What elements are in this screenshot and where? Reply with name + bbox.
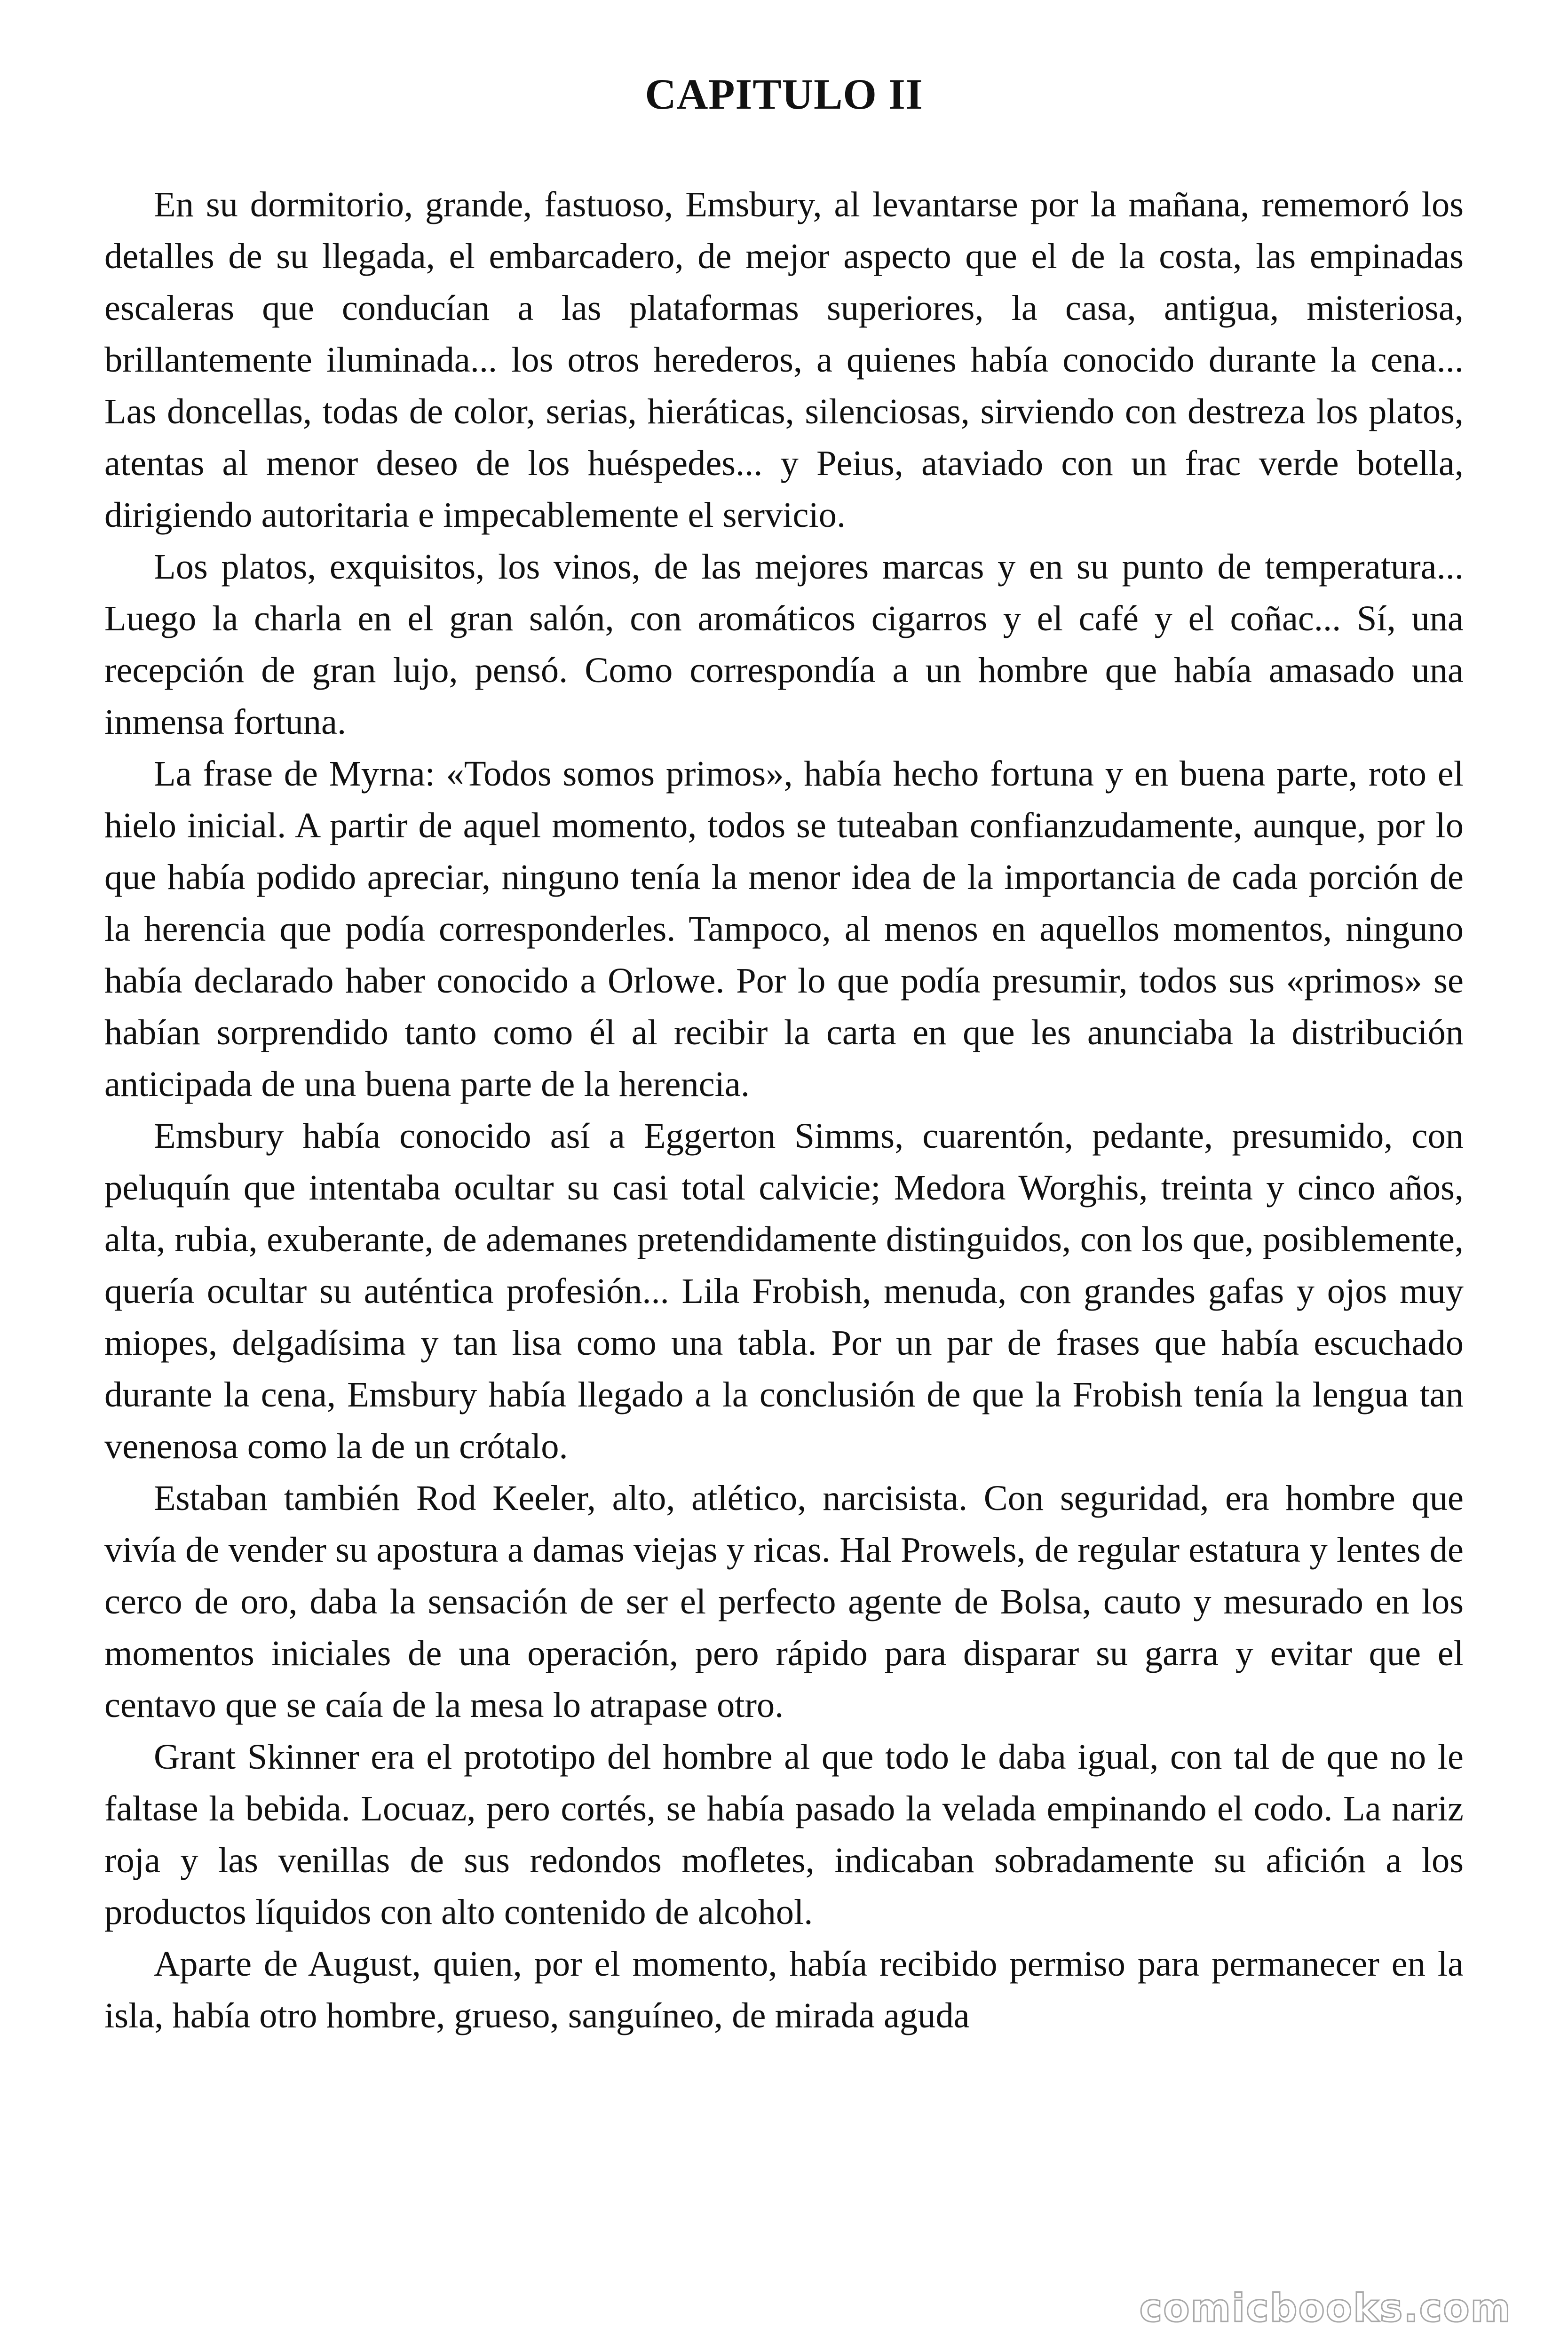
paragraph: Estaban también Rod Keeler, alto, atlético, narcisista. Con seguridad, era hombre que vivía de vender su apostura a damas viejas y ricas. Hal Prowels, de regular estatura y lentes de cerco de oro, daba la sensación de ser el perfecto agente de Bolsa, cauto y mesurado en los momentos iniciales de una operación, pero rápido para disparar su garra y evitar que el centavo que se caía de la mesa lo atrapase otro.: [104, 1478, 1464, 1725]
paragraph: Aparte de August, quien, por el momento, había recibido permiso para permanecer en la isla, había otro hombre, grueso, sanguíneo, de mirada aguda: [104, 1944, 1464, 2035]
paragraph: Emsbury había conocido así a Eggerton Simms, cuarentón, pedante, presumido, con peluquín que intentaba ocultar su casi total calvicie; Medora Worghis, treinta y cinco años, alta, rubia, exuberante, de ademanes pretendidamente distinguidos, con los que, posiblemente, quería ocultar su auténtica profesión... Lila Frobish, menuda, con grandes gafas y ojos muy miopes, delgadísima y tan lisa como una tabla. Por un par de frases que había escuchado durante la cena, Emsbury había llegado a la conclusión de que la Frobish tenía la lengua tan venenosa como la de un crótalo.: [104, 1116, 1464, 1466]
paragraph: La frase de Myrna: «Todos somos primos», había hecho fortuna y en buena parte, roto el hielo inicial. A partir de aquel momento, todos se tuteaban confianzudamente, aunque, por lo que había podido apreciar, ninguno tenía la menor idea de la importancia de cada porción de la herencia que podía corresponderles. Tampoco, al menos en aquellos momentos, ninguno había declarado haber conocido a Orlowe. Por lo que podía presumir, todos sus «primos» se habían sorprendido tanto como él al recibir la carta en que les anunciaba la distribución anticipada de una buena parte de la herencia.: [104, 754, 1464, 1104]
paragraph: Grant Skinner era el prototipo del hombre al que todo le daba igual, con tal de que no le faltase la bebida. Locuaz, pero cortés, se había pasado la velada empinando el codo. La nariz roja y las venillas de sus redondos mofletes, indicaban sobradamente su afición a los productos líquidos con alto contenido de alcohol.: [104, 1737, 1464, 1932]
watermark: comicbooks.com: [1139, 2286, 1512, 2331]
chapter-title: CAPITULO II: [645, 70, 923, 118]
paragraph: Los platos, exquisitos, los vinos, de las mejores marcas y en su punto de temperatura... Luego la charla en el gran salón, con aromáticos cigarros y el café y el coñac... Sí, una recepción de gran lujo, pensó. Como correspondía a un hombre que había amasado una inmensa fortuna.: [104, 547, 1464, 742]
paragraph: En su dormitorio, grande, fastuoso, Emsbury, al levantarse por la mañana, rememoró los detalles de su llegada, el embarcadero, de mejor aspecto que el de la costa, las empinadas escaleras que conducían a las plataformas superiores, la casa, antigua, misteriosa, brillantemente iluminada... los otros herederos, a quienes había conocido durante la cena... Las doncellas, todas de color, serias, hieráticas, silenciosas, sirviendo con destreza los platos, atentas al menor deseo de los huéspedes... y Peius, ataviado con un frac verde botella, dirigiendo autoritaria e impecablemente el servicio.: [104, 184, 1464, 535]
chapter-body: [104, 179, 1464, 2042]
